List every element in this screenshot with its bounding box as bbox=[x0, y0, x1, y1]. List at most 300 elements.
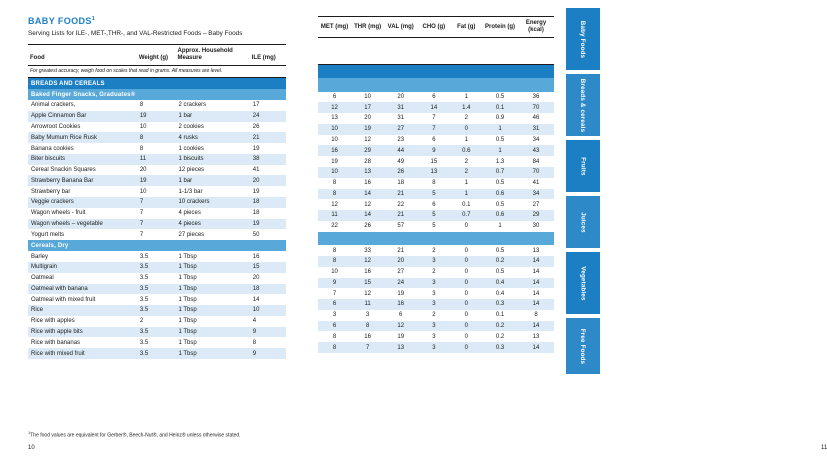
nutrient-subsection-band-dry bbox=[318, 232, 554, 246]
cell-energy: 70 bbox=[518, 102, 554, 113]
cell-fat: 0 bbox=[450, 299, 482, 310]
cell-measure: 1 Tbsp bbox=[178, 296, 197, 303]
table-row bbox=[318, 113, 554, 124]
table-row bbox=[318, 189, 554, 200]
cell-val: 44 bbox=[384, 145, 417, 156]
nutrient-dry-rows bbox=[318, 245, 554, 353]
cell-weight: 19 bbox=[137, 175, 176, 186]
cell-weight: 11 bbox=[137, 154, 176, 165]
cell-val: 31 bbox=[384, 102, 417, 113]
table-row bbox=[318, 245, 554, 256]
cell-weight: 3.5 bbox=[139, 339, 149, 346]
cell-protein: 0.5 bbox=[495, 247, 505, 254]
cell-weight: 10 bbox=[139, 188, 147, 195]
cell-fat: 0 bbox=[464, 312, 468, 319]
cell-fat: 2 bbox=[464, 115, 468, 122]
table-row bbox=[318, 267, 554, 278]
cell-weight: 8 bbox=[137, 132, 176, 143]
cell-weight: 3.5 bbox=[139, 275, 149, 282]
cell-met: 22 bbox=[331, 223, 338, 230]
cell-measure: 27 pieces bbox=[178, 231, 205, 238]
cell-ile: 14 bbox=[252, 296, 260, 303]
cell-protein: 0.6 bbox=[482, 189, 518, 200]
cell-food: Oatmeal with mixed fruit bbox=[31, 296, 96, 303]
cell-fat: 0 bbox=[450, 278, 482, 289]
cell-ile: 19 bbox=[252, 188, 260, 195]
tab-free-foods-label: Free Foods bbox=[579, 328, 587, 364]
cell-met: 6 bbox=[332, 93, 337, 100]
cell-measure: 2 crackers bbox=[178, 102, 207, 109]
cell-weight: 7 bbox=[137, 197, 176, 208]
cell-protein: 1 bbox=[498, 223, 502, 230]
cell-val: 20 bbox=[384, 256, 417, 267]
cell-met: 8 bbox=[332, 247, 337, 254]
table-row bbox=[28, 262, 286, 273]
cell-food: Wagon wheels - fruit bbox=[31, 210, 86, 217]
cell-measure: 4 rusks bbox=[175, 132, 249, 143]
tab-vegetables[interactable] bbox=[566, 252, 600, 314]
cell-val: 21 bbox=[397, 247, 405, 254]
cell-thr: 13 bbox=[351, 167, 384, 178]
cell-thr: 20 bbox=[364, 115, 371, 122]
cell-protein: 0.5 bbox=[495, 269, 505, 276]
tab-fruits[interactable] bbox=[566, 140, 600, 192]
cell-weight: 3.5 bbox=[139, 296, 149, 303]
table-note-row bbox=[28, 66, 286, 78]
cell-ile: 18 bbox=[250, 284, 286, 295]
tab-vegetables-label: Vegetables bbox=[579, 265, 587, 301]
table-row bbox=[318, 135, 554, 146]
table-row bbox=[318, 256, 554, 267]
cell-food: Rice with mixed fruit bbox=[28, 348, 137, 359]
cell-measure: 1-1/3 bar bbox=[178, 188, 203, 195]
section-header-breads bbox=[28, 78, 286, 90]
cell-thr: 33 bbox=[364, 247, 371, 254]
cell-ile: 24 bbox=[250, 111, 286, 122]
cell-energy: 29 bbox=[518, 210, 554, 221]
cell-val: 24 bbox=[384, 278, 417, 289]
cell-ile: 41 bbox=[252, 167, 260, 174]
table-row bbox=[318, 310, 554, 321]
cell-protein: 0.3 bbox=[482, 342, 518, 353]
cell-food: Veggie crackers bbox=[28, 197, 137, 208]
cell-ile: 9 bbox=[250, 348, 286, 359]
page-subtitle: Serving Lists for ILE-, MET-,THR-, and VAL-Restricted Foods – Baby Foods bbox=[28, 30, 243, 37]
cell-measure: 1 Tbsp bbox=[175, 327, 249, 338]
cell-measure: 1 Tbsp bbox=[175, 284, 249, 295]
cell-fat: 0 bbox=[464, 269, 468, 276]
cell-energy: 34 bbox=[532, 137, 540, 144]
header-fat: Fat (g) bbox=[450, 17, 482, 38]
cell-food: Biter biscuits bbox=[28, 154, 137, 165]
tab-free-foods[interactable] bbox=[566, 318, 600, 374]
cell-met: 8 bbox=[332, 333, 337, 340]
cell-energy: 27 bbox=[532, 201, 540, 208]
cell-fat: 0.6 bbox=[450, 145, 482, 156]
cell-fat: 0 bbox=[464, 290, 468, 297]
header-val: VAL (mg) bbox=[384, 17, 417, 38]
snack-rows bbox=[28, 100, 286, 240]
cell-ile: 20 bbox=[252, 275, 260, 282]
cell-cho: 6 bbox=[432, 201, 436, 208]
table-row bbox=[28, 165, 286, 176]
header-thr: THR (mg) bbox=[351, 17, 384, 38]
cell-ile: 18 bbox=[250, 197, 286, 208]
section-header-label: BREADS AND CEREALS bbox=[28, 78, 286, 90]
cell-cho: 5 bbox=[417, 210, 450, 221]
cell-energy: 41 bbox=[532, 180, 540, 187]
cell-cho: 3 bbox=[417, 256, 450, 267]
cell-val: 16 bbox=[384, 299, 417, 310]
cell-thr: 19 bbox=[351, 124, 384, 135]
header-protein: Protein (g) bbox=[482, 17, 518, 38]
cell-met: 8 bbox=[318, 189, 351, 200]
header-ile: ILE (mg) bbox=[250, 45, 286, 66]
page-number-left: 10 bbox=[28, 445, 35, 451]
cell-thr: 14 bbox=[351, 189, 384, 200]
cell-met: 8 bbox=[332, 180, 337, 187]
table-row bbox=[28, 154, 286, 165]
cell-energy: 14 bbox=[518, 278, 554, 289]
food-table bbox=[28, 44, 286, 359]
table-row bbox=[28, 186, 286, 197]
cell-energy: 13 bbox=[532, 247, 540, 254]
cell-food: Arrowroot Cookies bbox=[31, 123, 81, 130]
cell-ile: 15 bbox=[250, 262, 286, 273]
cell-ile: 8 bbox=[252, 339, 257, 346]
cell-val: 6 bbox=[399, 312, 403, 319]
cell-met: 10 bbox=[331, 269, 338, 276]
cell-thr: 14 bbox=[351, 210, 384, 221]
cell-fat: 0 bbox=[450, 342, 482, 353]
cell-energy: 84 bbox=[532, 158, 540, 165]
table-row bbox=[28, 219, 286, 230]
table-row bbox=[28, 284, 286, 295]
cell-met: 10 bbox=[318, 124, 351, 135]
cell-food: Rice with apple bits bbox=[28, 327, 137, 338]
cell-thr: 26 bbox=[364, 223, 371, 230]
header-met: MET (mg) bbox=[318, 17, 351, 38]
table-row bbox=[318, 167, 554, 178]
table-row bbox=[28, 229, 286, 240]
table-note: For greatest accuracy, weigh food on scales that read in grams. All measures are level. bbox=[28, 66, 286, 78]
header-weight: Weight (g) bbox=[137, 45, 176, 66]
cell-measure: 4 pieces bbox=[175, 219, 249, 230]
subsection-header-snacks bbox=[28, 89, 286, 100]
cell-measure: 1 Tbsp bbox=[178, 318, 197, 325]
header-cho: CHO (g) bbox=[417, 17, 450, 38]
cell-met: 6 bbox=[318, 299, 351, 310]
cell-food: Animal crackers, bbox=[31, 102, 76, 109]
cell-measure: 1 Tbsp bbox=[178, 253, 197, 260]
cell-food: Strawberry bar bbox=[31, 188, 71, 195]
nutrient-table bbox=[318, 16, 554, 353]
cell-val: 12 bbox=[384, 321, 417, 332]
cell-protein: 1 bbox=[482, 145, 518, 156]
cell-measure: 1 cookies bbox=[178, 145, 204, 152]
cell-weight: 3.5 bbox=[139, 253, 149, 260]
cell-met: 10 bbox=[318, 167, 351, 178]
cell-thr: 12 bbox=[364, 290, 371, 297]
table-row bbox=[28, 111, 286, 122]
cell-ile: 21 bbox=[250, 132, 286, 143]
cell-protein: 0.4 bbox=[482, 278, 518, 289]
cell-energy: 14 bbox=[518, 256, 554, 267]
footnote-text: The food values are equivalent for Gerber®, Beech-Nut®, and Heinz® unless otherwise stated. bbox=[30, 433, 241, 439]
cell-weight: 10 bbox=[139, 123, 147, 130]
table-row bbox=[318, 199, 554, 210]
cell-protein: 0.7 bbox=[482, 167, 518, 178]
cell-cho: 9 bbox=[417, 145, 450, 156]
cell-energy: 13 bbox=[532, 333, 540, 340]
cell-cho: 3 bbox=[417, 299, 450, 310]
cell-food: Strawberry Banana Bar bbox=[28, 175, 137, 186]
table-row bbox=[28, 337, 286, 348]
cell-weight: 7 bbox=[137, 219, 176, 230]
cell-met: 12 bbox=[331, 201, 338, 208]
cell-energy: 14 bbox=[518, 299, 554, 310]
cell-thr: 11 bbox=[351, 299, 384, 310]
cell-energy: 34 bbox=[518, 189, 554, 200]
cell-protein: 0.2 bbox=[482, 321, 518, 332]
cell-fat: 0 bbox=[464, 223, 468, 230]
cell-met: 11 bbox=[318, 210, 351, 221]
cell-food: Yogurt melts bbox=[31, 231, 65, 238]
tab-breads-cereals[interactable] bbox=[566, 74, 600, 136]
cell-ile: 50 bbox=[252, 231, 260, 238]
dry-rows bbox=[28, 251, 286, 359]
cell-weight: 3.5 bbox=[137, 348, 176, 359]
cell-food: Oatmeal with banana bbox=[28, 284, 137, 295]
nutrient-header-row bbox=[318, 17, 554, 38]
table-row bbox=[28, 305, 286, 316]
cell-protein: 0.9 bbox=[495, 115, 505, 122]
tab-breads-cereals-label: Breads & cereals bbox=[579, 78, 587, 132]
cell-val: 20 bbox=[397, 93, 405, 100]
cell-measure: 4 pieces bbox=[178, 210, 201, 217]
cell-weight: 19 bbox=[137, 111, 176, 122]
cell-val: 19 bbox=[397, 333, 405, 340]
cell-val: 22 bbox=[397, 201, 405, 208]
cell-food: Oatmeal bbox=[31, 275, 54, 282]
cell-energy: 36 bbox=[532, 93, 540, 100]
cell-ile: 16 bbox=[252, 253, 260, 260]
subsection-header-dry bbox=[28, 240, 286, 251]
cell-weight: 3.5 bbox=[137, 305, 176, 316]
cell-energy: 14 bbox=[518, 321, 554, 332]
cell-thr: 17 bbox=[351, 102, 384, 113]
cell-met: 8 bbox=[318, 342, 351, 353]
cell-measure: 1 Tbsp bbox=[175, 305, 249, 316]
cell-thr: 28 bbox=[364, 158, 371, 165]
cell-energy: 70 bbox=[518, 167, 554, 178]
cell-ile: 4 bbox=[252, 318, 257, 325]
cell-val: 49 bbox=[397, 158, 405, 165]
cell-energy: 14 bbox=[532, 269, 540, 276]
table-row bbox=[28, 316, 286, 327]
cell-energy: 43 bbox=[518, 145, 554, 156]
cell-thr: 7 bbox=[351, 342, 384, 353]
cell-measure: 1 Tbsp bbox=[175, 262, 249, 273]
page-title bbox=[28, 16, 290, 26]
cell-thr: 3 bbox=[365, 312, 370, 319]
cell-met: 19 bbox=[331, 158, 338, 165]
cell-ile: 10 bbox=[250, 305, 286, 316]
cell-cho: 13 bbox=[417, 167, 450, 178]
nutrient-subsection-band bbox=[318, 78, 554, 92]
cell-val: 27 bbox=[397, 269, 405, 276]
footnote-marker: 1 bbox=[28, 430, 31, 436]
cell-food: Banana cookies bbox=[31, 145, 74, 152]
nutrient-snack-rows bbox=[318, 92, 554, 232]
cell-cho: 5 bbox=[432, 223, 436, 230]
cell-met: 13 bbox=[331, 115, 338, 122]
cell-protein: 0.5 bbox=[495, 201, 505, 208]
table-row bbox=[318, 156, 554, 167]
cell-fat: 0 bbox=[450, 124, 482, 135]
cell-cho: 2 bbox=[432, 269, 436, 276]
table-row bbox=[318, 178, 554, 189]
cell-val: 57 bbox=[397, 223, 405, 230]
cell-ile: 38 bbox=[250, 154, 286, 165]
table-row bbox=[28, 175, 286, 186]
cell-thr: 16 bbox=[364, 333, 371, 340]
subsection-header-label-dry: Cereals, Dry bbox=[28, 240, 286, 251]
cell-energy: 46 bbox=[532, 115, 540, 122]
cell-thr: 10 bbox=[364, 93, 371, 100]
cell-ile: 26 bbox=[252, 123, 260, 130]
cell-weight: 3.5 bbox=[137, 262, 176, 273]
cell-protein: 0.3 bbox=[482, 299, 518, 310]
cell-cho: 7 bbox=[417, 124, 450, 135]
cell-cho: 2 bbox=[432, 247, 436, 254]
cell-food: Rice with apples bbox=[31, 318, 75, 325]
cell-thr: 12 bbox=[364, 201, 371, 208]
cell-cho: 8 bbox=[432, 180, 436, 187]
cell-fat: 1 bbox=[464, 180, 468, 187]
table-row bbox=[318, 92, 554, 103]
header-energy: Energy (kcal) bbox=[518, 17, 554, 38]
cell-food: Rice bbox=[28, 305, 137, 316]
page-number-right: 11 bbox=[821, 445, 827, 451]
cell-cho: 3 bbox=[417, 342, 450, 353]
cell-met: 8 bbox=[318, 256, 351, 267]
cell-fat: 0 bbox=[464, 247, 468, 254]
cell-protein: 0.4 bbox=[495, 290, 505, 297]
table-row bbox=[318, 278, 554, 289]
cell-measure: 1 Tbsp bbox=[175, 348, 249, 359]
cell-energy: 31 bbox=[518, 124, 554, 135]
cell-cho: 3 bbox=[417, 278, 450, 289]
cell-energy: 14 bbox=[518, 342, 554, 353]
cell-val: 19 bbox=[397, 290, 405, 297]
cell-protein: 0.5 bbox=[495, 180, 505, 187]
cell-protein: 1.3 bbox=[495, 158, 505, 165]
table-row bbox=[28, 348, 286, 359]
cell-weight: 8 bbox=[139, 145, 144, 152]
tab-baby-foods[interactable] bbox=[566, 8, 600, 70]
cell-food: Cereal Snackin Squares bbox=[31, 167, 96, 174]
cell-food: Baby Mumum Rice Rusk bbox=[28, 132, 137, 143]
table-row bbox=[28, 143, 286, 154]
cell-fat: 1 bbox=[450, 189, 482, 200]
cell-weight: 7 bbox=[139, 210, 144, 217]
table-row bbox=[318, 321, 554, 332]
cell-ile: 18 bbox=[252, 210, 260, 217]
cell-val: 31 bbox=[397, 115, 405, 122]
cell-fat: 2 bbox=[450, 167, 482, 178]
cell-met: 10 bbox=[331, 137, 338, 144]
cell-cho: 3 bbox=[432, 290, 436, 297]
page-title-text: BABY FOODS bbox=[28, 16, 92, 26]
cell-cho: 3 bbox=[432, 333, 436, 340]
cell-thr: 16 bbox=[364, 180, 371, 187]
cell-measure: 10 crackers bbox=[175, 197, 249, 208]
cell-cho: 14 bbox=[417, 102, 450, 113]
cell-thr: 12 bbox=[351, 256, 384, 267]
cell-protein: 0.5 bbox=[495, 137, 505, 144]
table-row bbox=[318, 102, 554, 113]
table-row bbox=[318, 124, 554, 135]
table-row bbox=[28, 208, 286, 219]
cell-energy: 8 bbox=[534, 312, 538, 319]
cell-val: 26 bbox=[384, 167, 417, 178]
table-row bbox=[318, 342, 554, 353]
cell-protein: 1 bbox=[482, 124, 518, 135]
cell-measure: 2 cookies bbox=[178, 123, 204, 130]
cell-protein: 0.5 bbox=[495, 93, 505, 100]
cell-weight: 7 bbox=[139, 231, 144, 238]
cell-fat: 0 bbox=[464, 333, 468, 340]
cell-met: 6 bbox=[318, 321, 351, 332]
cell-fat: 0.7 bbox=[450, 210, 482, 221]
cell-weight: 2 bbox=[139, 318, 144, 325]
cell-weight: 8 bbox=[139, 102, 144, 109]
cell-measure: 1 Tbsp bbox=[178, 339, 197, 346]
cell-weight: 3.5 bbox=[137, 327, 176, 338]
cell-weight: 3.5 bbox=[137, 284, 176, 295]
cell-met: 9 bbox=[318, 278, 351, 289]
cell-met: 7 bbox=[332, 290, 337, 297]
tab-fruits-label: Fruits bbox=[579, 156, 587, 176]
cell-fat: 2 bbox=[464, 158, 468, 165]
nutrient-section-band bbox=[318, 64, 554, 78]
table-row bbox=[318, 331, 554, 342]
table-row bbox=[28, 294, 286, 305]
cell-measure: 1 bar bbox=[175, 175, 249, 186]
cell-cho: 15 bbox=[430, 158, 438, 165]
tab-juices[interactable] bbox=[566, 196, 600, 248]
cell-cho: 2 bbox=[432, 312, 436, 319]
cell-protein: 0.2 bbox=[495, 333, 505, 340]
tab-juices-label: Juices bbox=[579, 211, 587, 233]
left-page bbox=[0, 0, 300, 461]
cell-met: 16 bbox=[318, 145, 351, 156]
table-row bbox=[318, 210, 554, 221]
footnote bbox=[28, 430, 288, 439]
cell-measure: 1 Tbsp bbox=[178, 275, 197, 282]
cell-protein: 0.2 bbox=[482, 256, 518, 267]
section-tabs bbox=[566, 0, 600, 461]
cell-val: 21 bbox=[384, 189, 417, 200]
table-row bbox=[28, 251, 286, 262]
table-header-row bbox=[28, 45, 286, 66]
table-row bbox=[318, 221, 554, 232]
cell-measure: 1 biscuits bbox=[175, 154, 249, 165]
cell-cho: 5 bbox=[417, 189, 450, 200]
cell-energy: 30 bbox=[532, 223, 540, 230]
cell-ile: 17 bbox=[252, 102, 260, 109]
